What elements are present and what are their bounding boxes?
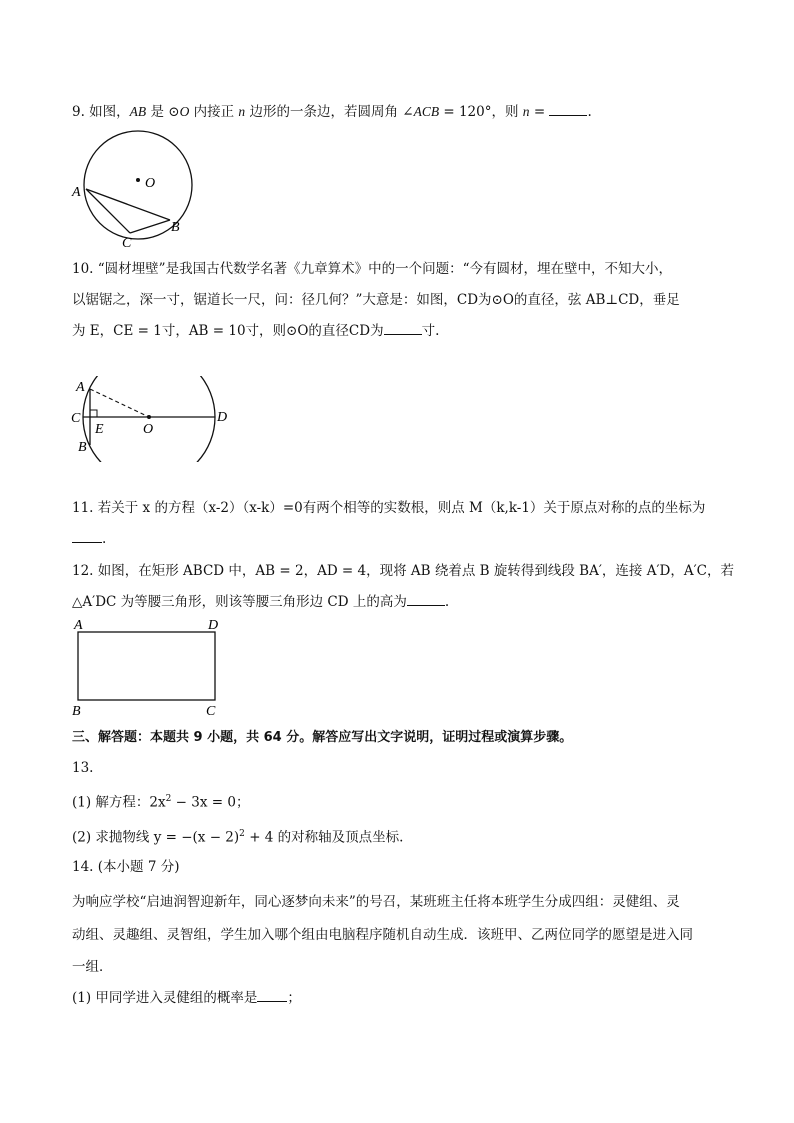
q10-label-c: C [71,411,81,426]
q13-exponent: 2 [239,829,245,839]
q12-text: △A′DC 为等腰三角形，则该等腰三角形边 CD 上的高为 [72,594,407,610]
q10-line1: 10. “圆材埋壁”是我国古代数学名著《九章算术》中的一个问题：“今有圆材，埋在壁中，不知大小， [72,261,672,277]
q11-line2 [72,530,106,548]
q10-center-dot [147,415,151,419]
q10-label-a: A [76,380,85,395]
q9-text: 边形的一条边，若圆周角 ∠ [245,104,414,120]
q14-part1 [72,989,301,1007]
q12-label-a: A [74,618,83,633]
q14-line1: 为响应学校“启迪润智迎新年，同心逐梦向未来”的号召，某班班主任将本班学生分成四组：灵健组、灵 [72,894,680,910]
answer-blank[interactable] [257,989,287,1002]
q9-text: = [529,104,550,120]
q9-n: n [238,104,246,119]
q13-text: (1) 解方程：2x [72,794,166,811]
answer-blank[interactable] [72,530,102,543]
q14-text: ； [287,990,301,1006]
q14-number: 14. (本小题 7 分) [72,859,180,875]
answer-blank[interactable] [549,103,587,116]
q9-label-a: A [72,185,81,200]
q12-label-d: D [208,618,219,633]
q10-text: 为 E，CE = 1寸，AB = 10寸，则⊙O的直径CD为 [72,323,384,339]
q9-text: . [587,104,592,120]
q9-text: 9. 如图， [72,104,130,120]
q10-right-angle [90,410,97,417]
q14-line2: 动组、灵趣组、灵智组，学生加入哪个组由电脑程序随机自动生成．该班甲、乙两位同学的愿望是进入同 [72,927,693,943]
q9-text: 是 ⊙ [146,104,180,120]
q12-line2 [72,593,449,611]
q10-line3 [72,322,439,340]
q13-part1 [72,790,249,812]
answer-blank[interactable] [384,322,422,335]
q10-label-e: E [95,422,104,437]
q9-center-dot [136,178,140,182]
q13-part2 [72,825,403,847]
q13-text: − 3x = 0； [171,794,250,811]
q9-acb: ACB [413,104,440,119]
q10-label-o: O [143,422,154,437]
q9-chord-cb [130,220,170,233]
q12-rectangle [78,632,215,700]
q10-label-b: B [78,440,87,455]
q9-label-o: O [145,176,156,191]
q13-text: (2) 求抛物线 y = −(x − 2) [72,829,240,846]
q10-text: 寸. [421,323,440,339]
q11-line1: 11. 若关于 x 的方程（x-2）（x-k）=0有两个相等的实数根，则点 M（k,k-1）关于原点对称的点的坐标为 [72,500,706,516]
q11-text: . [102,531,107,547]
q10-segment-ao [90,389,149,417]
q9-chord-ac [86,189,130,233]
q9-label-b: B [171,220,180,235]
q12-text: . [444,594,450,610]
q9-text: = 120°，则 [439,104,523,120]
q12-label-c: C [206,704,216,719]
q9-chord-ab [86,189,170,220]
q9-text: 内接正 [189,104,239,120]
q12-label-b: B [72,704,81,719]
q9-line [72,103,592,121]
answer-blank[interactable] [407,593,445,606]
q12-line1: 12. 如图，在矩形 ABCD 中，AB = 2，AD = 4，现将 AB 绕着点 B 旋转得到线段 BA′，连接 A′D，A′C，若 [72,563,734,579]
section-heading: 三、解答题：本题共 9 小题，共 64 分。解答应写出文字说明，证明过程或演算步骤。 [72,730,573,745]
q12-figure [68,616,232,720]
q13-exponent: 2 [165,794,172,804]
q9-o: O [179,104,190,119]
q9-figure [68,124,208,252]
q14-line3: 一组． [72,959,113,975]
q9-label-c: C [122,236,132,251]
q9-ab: AB [129,104,147,119]
q13-text: + 4 的对称轴及顶点坐标. [244,829,404,846]
q14-text: (1) 甲同学进入灵健组的概率是 [72,990,258,1006]
q9-n: n [522,104,530,119]
q10-figure [68,376,240,462]
q13-number: 13. [72,760,94,776]
q10-line2: 以锯锯之，深一寸，锯道长一尺，问：径几何？”大意是：如图，CD为⊙O的直径，弦 AB⊥CD，垂足 [72,292,680,308]
q10-label-d: D [217,410,228,425]
